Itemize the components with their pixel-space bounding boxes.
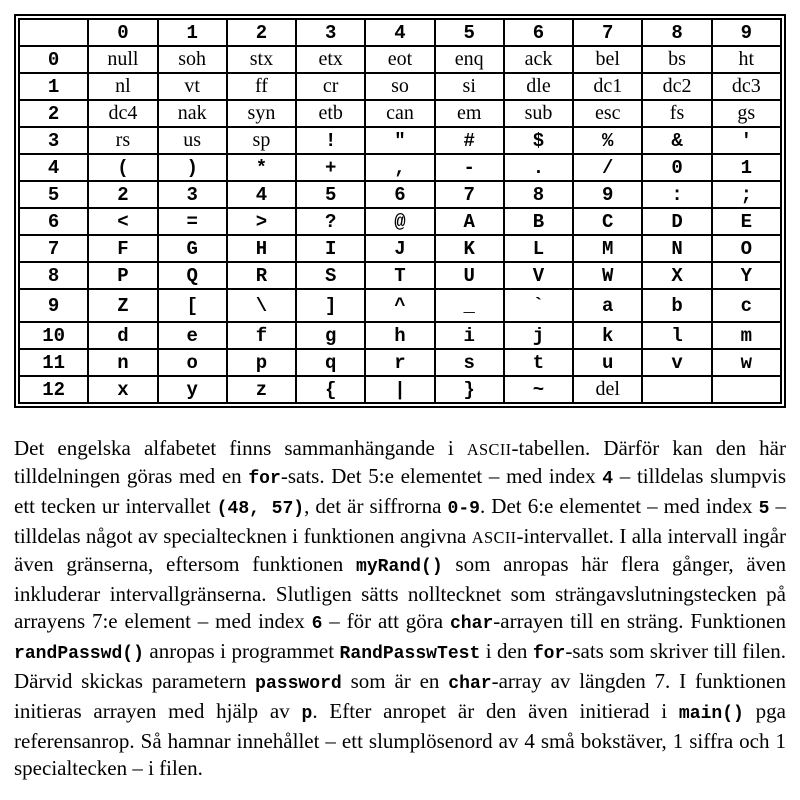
table-cell: _ — [435, 289, 504, 322]
table-cell: l — [642, 322, 711, 349]
table-cell: : — [642, 181, 711, 208]
table-cell: M — [573, 235, 642, 262]
row-header: 7 — [19, 235, 88, 262]
table-cell: e — [158, 322, 227, 349]
text-segment: som anropas här flera gånger, även inkluderar intervallgränserna. Slutligen sätts nolltecknet som strängavslutningstecken på arrayens 7:e element – med index — [14, 552, 786, 633]
code-segment: RandPasswTest — [339, 644, 481, 664]
table-cell: stx — [227, 46, 296, 73]
column-header: 3 — [296, 19, 365, 46]
table-cell: % — [573, 127, 642, 154]
text-segment: – för att göra — [322, 609, 450, 633]
table-row — [19, 289, 781, 322]
table-cell: 0 — [642, 154, 711, 181]
table-cell: O — [712, 235, 781, 262]
text-segment: som är en — [341, 669, 449, 693]
body-paragraph — [14, 435, 786, 782]
text-segment: pga referensanrop. Så hamnar innehållet – ett slumplösenord av 4 små bokstäver, 1 siffra och 1 specialtecken – i filen. — [14, 699, 786, 780]
table-cell: Q — [158, 262, 227, 289]
table-row — [19, 376, 781, 403]
code-segment: 5 — [758, 499, 770, 519]
table-cell: i — [435, 322, 504, 349]
text-segment: . Efter anropet är den även initierad i — [312, 699, 679, 723]
text-segment: -intervallet. I alla intervall ingår även gränserna, eftersom funktionen — [14, 524, 787, 576]
table-header-row — [19, 19, 781, 46]
table-row — [19, 127, 781, 154]
text-segment: -array av längden 7. I funktionen initieras arrayen med hjälp av — [14, 669, 786, 723]
text-segment: -sats. Det 5:e elementet – med index — [280, 464, 603, 488]
table-cell: , — [365, 154, 434, 181]
table-cell: 6 — [365, 181, 434, 208]
text-segment: anropas i programmet — [143, 639, 340, 663]
smallcaps-segment: ASCII — [471, 528, 517, 547]
table-cell: k — [573, 322, 642, 349]
code-segment: 0-9 — [447, 499, 480, 519]
table-cell: T — [365, 262, 434, 289]
table-cell: ! — [296, 127, 365, 154]
table-cell: 2 — [88, 181, 157, 208]
table-cell: @ — [365, 208, 434, 235]
text-segment: – tilldelas slumpvis ett tecken ur intervallet — [14, 464, 786, 518]
table-cell: d — [88, 322, 157, 349]
code-segment: for — [532, 644, 566, 664]
table-cell: ? — [296, 208, 365, 235]
table-row — [19, 100, 781, 127]
text-segment: – tilldelas något av specialtecknen i funktionen angivna — [14, 494, 786, 548]
table-cell: R — [227, 262, 296, 289]
table-cell: H — [227, 235, 296, 262]
text-segment: i den — [480, 639, 533, 663]
table-cell: nak — [158, 100, 227, 127]
table-cell: syn — [227, 100, 296, 127]
table-cell: ^ — [365, 289, 434, 322]
table-cell: si — [435, 73, 504, 100]
table-cell: X — [642, 262, 711, 289]
table-cell: ( — [88, 154, 157, 181]
table-cell: & — [642, 127, 711, 154]
table-cell: em — [435, 100, 504, 127]
table-cell: enq — [435, 46, 504, 73]
code-segment: char — [448, 674, 492, 694]
text-segment: , det är siffrorna — [304, 494, 448, 518]
row-header: 5 — [19, 181, 88, 208]
table-row — [19, 349, 781, 376]
table-cell: del — [573, 376, 642, 403]
row-header: 9 — [19, 289, 88, 322]
code-segment: password — [255, 674, 342, 694]
code-segment: 4 — [602, 469, 614, 489]
table-cell: r — [365, 349, 434, 376]
row-header: 8 — [19, 262, 88, 289]
table-cell: dle — [504, 73, 573, 100]
table-cell: ht — [712, 46, 781, 73]
table-cell: etb — [296, 100, 365, 127]
table-row — [19, 73, 781, 100]
table-cell: bel — [573, 46, 642, 73]
table-cell: ff — [227, 73, 296, 100]
table-cell: us — [158, 127, 227, 154]
row-header: 4 — [19, 154, 88, 181]
text-segment: . Det 6:e elementet – med index — [480, 494, 759, 518]
table-cell: g — [296, 322, 365, 349]
table-cell: 9 — [573, 181, 642, 208]
table-cell: null — [88, 46, 157, 73]
table-cell: - — [435, 154, 504, 181]
text-segment: -arrayen till en sträng. Funktionen — [493, 609, 786, 633]
table-cell: sp — [227, 127, 296, 154]
table-cell: esc — [573, 100, 642, 127]
table-cell: nl — [88, 73, 157, 100]
column-header: 0 — [88, 19, 157, 46]
row-header: 1 — [19, 73, 88, 100]
table-cell: can — [365, 100, 434, 127]
table-cell: / — [573, 154, 642, 181]
table-cell: D — [642, 208, 711, 235]
column-header — [19, 19, 88, 46]
column-header: 5 — [435, 19, 504, 46]
table-cell: W — [573, 262, 642, 289]
ascii-table — [18, 18, 782, 404]
table-cell — [642, 376, 711, 403]
code-segment: for — [248, 469, 281, 489]
column-header: 4 — [365, 19, 434, 46]
row-header: 3 — [19, 127, 88, 154]
table-cell: \ — [227, 289, 296, 322]
row-header: 11 — [19, 349, 88, 376]
table-cell: t — [504, 349, 573, 376]
column-header: 9 — [712, 19, 781, 46]
table-cell: rs — [88, 127, 157, 154]
table-cell: bs — [642, 46, 711, 73]
code-segment: p — [301, 704, 313, 724]
table-cell: I — [296, 235, 365, 262]
table-cell: Y — [712, 262, 781, 289]
table-cell: vt — [158, 73, 227, 100]
table-cell: | — [365, 376, 434, 403]
table-cell: 4 — [227, 181, 296, 208]
table-cell: 1 — [712, 154, 781, 181]
row-header: 12 — [19, 376, 88, 403]
table-cell: p — [227, 349, 296, 376]
table-cell: dc4 — [88, 100, 157, 127]
table-cell: " — [365, 127, 434, 154]
table-cell: A — [435, 208, 504, 235]
code-segment: myRand() — [356, 557, 443, 577]
table-row — [19, 181, 781, 208]
table-cell: P — [88, 262, 157, 289]
table-cell: C — [573, 208, 642, 235]
table-body — [19, 46, 781, 403]
table-row — [19, 235, 781, 262]
table-row — [19, 46, 781, 73]
table-cell: u — [573, 349, 642, 376]
code-segment: main() — [678, 704, 744, 724]
table-cell: w — [712, 349, 781, 376]
table-row — [19, 262, 781, 289]
table-cell: 3 — [158, 181, 227, 208]
table-cell: N — [642, 235, 711, 262]
table-cell: n — [88, 349, 157, 376]
table-cell: B — [504, 208, 573, 235]
code-segment: randPasswd() — [14, 644, 144, 664]
table-cell: F — [88, 235, 157, 262]
table-cell: 8 — [504, 181, 573, 208]
table-cell: v — [642, 349, 711, 376]
code-segment: (48, 57) — [216, 499, 305, 519]
smallcaps-segment: ASCII — [466, 440, 512, 459]
table-cell: a — [573, 289, 642, 322]
code-segment: char — [449, 614, 494, 634]
table-cell — [712, 376, 781, 403]
table-cell: ; — [712, 181, 781, 208]
table-cell: q — [296, 349, 365, 376]
table-cell: ~ — [504, 376, 573, 403]
table-cell: sub — [504, 100, 573, 127]
table-cell: h — [365, 322, 434, 349]
table-cell: Z — [88, 289, 157, 322]
table-cell: 7 — [435, 181, 504, 208]
table-cell: o — [158, 349, 227, 376]
table-cell: G — [158, 235, 227, 262]
table-cell: > — [227, 208, 296, 235]
table-cell: # — [435, 127, 504, 154]
table-cell: . — [504, 154, 573, 181]
column-header: 6 — [504, 19, 573, 46]
table-cell: s — [435, 349, 504, 376]
table-cell: b — [642, 289, 711, 322]
table-cell: S — [296, 262, 365, 289]
table-cell: ` — [504, 289, 573, 322]
table-cell: + — [296, 154, 365, 181]
table-cell: dc3 — [712, 73, 781, 100]
table-cell: fs — [642, 100, 711, 127]
table-cell: V — [504, 262, 573, 289]
text-segment: -tabellen. Därför kan den här tilldelningen göras med en — [14, 436, 786, 488]
table-cell: m — [712, 322, 781, 349]
table-cell: ' — [712, 127, 781, 154]
table-cell: dc1 — [573, 73, 642, 100]
column-header: 2 — [227, 19, 296, 46]
table-row — [19, 154, 781, 181]
table-cell: < — [88, 208, 157, 235]
table-cell: * — [227, 154, 296, 181]
code-segment: 6 — [311, 614, 323, 634]
table-cell: { — [296, 376, 365, 403]
table-cell: eot — [365, 46, 434, 73]
table-cell: J — [365, 235, 434, 262]
table-cell: = — [158, 208, 227, 235]
table-cell: soh — [158, 46, 227, 73]
table-row — [19, 208, 781, 235]
table-cell: [ — [158, 289, 227, 322]
table-cell: $ — [504, 127, 573, 154]
table-cell: j — [504, 322, 573, 349]
text-segment: Det engelska alfabetet finns sammanhängande i — [14, 436, 467, 460]
table-cell: so — [365, 73, 434, 100]
column-header: 8 — [642, 19, 711, 46]
ascii-table-frame — [14, 14, 786, 408]
table-cell: z — [227, 376, 296, 403]
text-segment: -sats som skriver till filen. Därvid skickas parametern — [14, 639, 786, 693]
table-cell: K — [435, 235, 504, 262]
table-cell: E — [712, 208, 781, 235]
table-cell: y — [158, 376, 227, 403]
column-header: 7 — [573, 19, 642, 46]
row-header: 2 — [19, 100, 88, 127]
column-header: 1 — [158, 19, 227, 46]
table-cell: dc2 — [642, 73, 711, 100]
row-header: 10 — [19, 322, 88, 349]
table-cell: } — [435, 376, 504, 403]
row-header: 0 — [19, 46, 88, 73]
table-cell: L — [504, 235, 573, 262]
table-cell: U — [435, 262, 504, 289]
table-row — [19, 322, 781, 349]
table-cell: f — [227, 322, 296, 349]
table-cell: c — [712, 289, 781, 322]
table-cell: gs — [712, 100, 781, 127]
table-cell: ack — [504, 46, 573, 73]
table-cell: ) — [158, 154, 227, 181]
table-cell: x — [88, 376, 157, 403]
table-cell: etx — [296, 46, 365, 73]
table-cell: ] — [296, 289, 365, 322]
row-header: 6 — [19, 208, 88, 235]
table-cell: cr — [296, 73, 365, 100]
table-cell: 5 — [296, 181, 365, 208]
